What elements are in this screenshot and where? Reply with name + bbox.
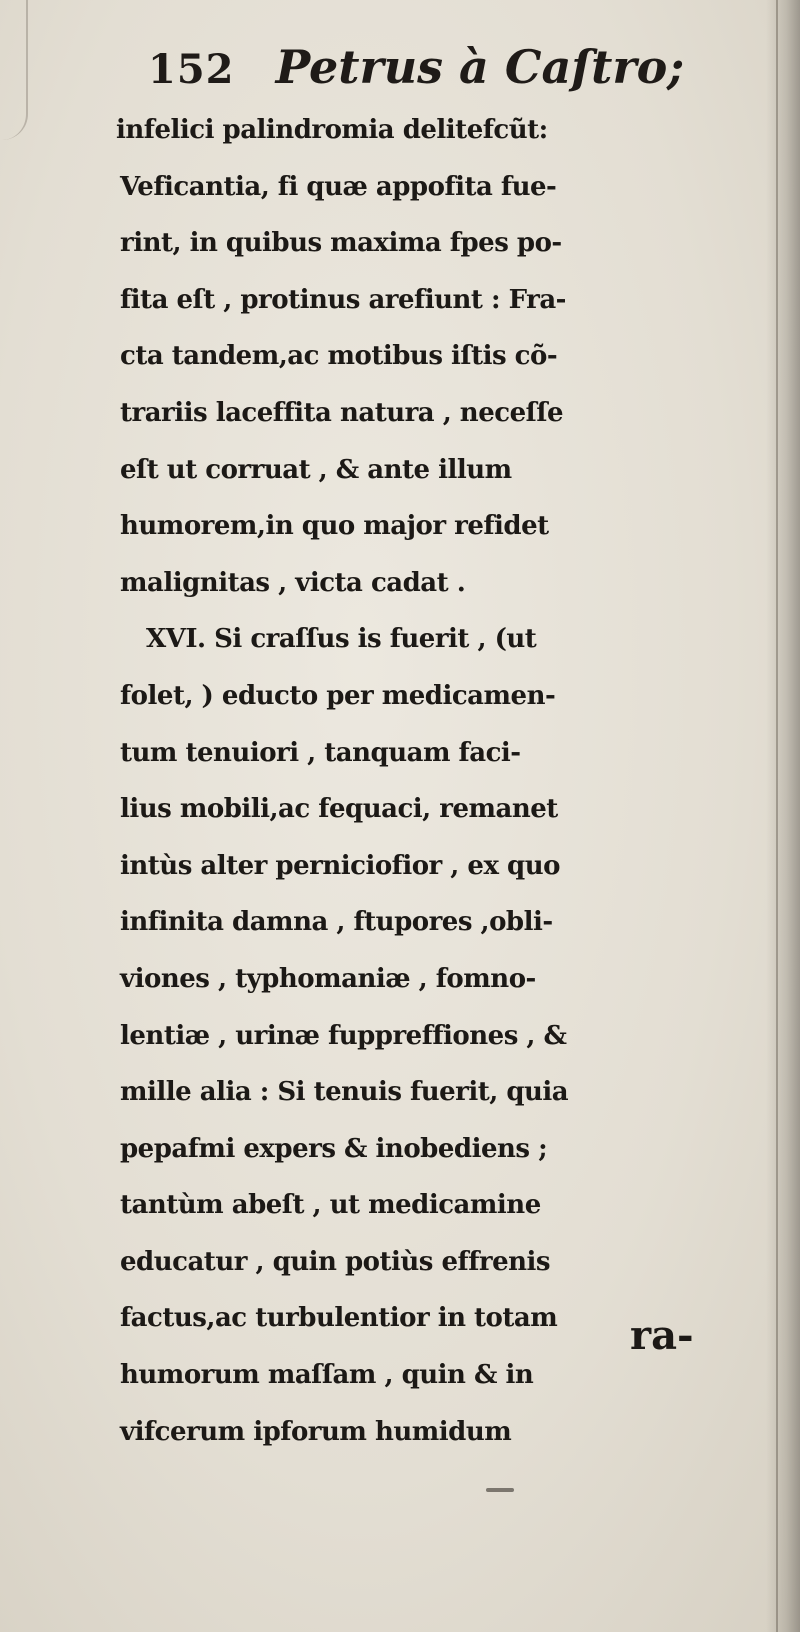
text-line: trariis laceffita natura , neceſſe: [120, 397, 564, 428]
page-number: 152: [148, 46, 235, 93]
text-line: fita eſt , protinus arefiunt : Fra-: [120, 284, 566, 315]
text-line: mille alia : Si tenuis fuerit, quia: [120, 1077, 569, 1108]
running-header: [148, 40, 684, 100]
text-line: folet, ) educto per medicamen-: [120, 680, 556, 711]
text-line: lius mobili,ac fequaci, remanet: [120, 794, 558, 825]
text-line: lentiæ , urinæ fuppreffiones , &: [120, 1020, 567, 1051]
text-line: vifcerum ipforum humidum: [120, 1416, 512, 1447]
text-line: infelici palindromia delitefcũt:: [116, 115, 548, 145]
text-line: humorum maſſam , quin & in: [120, 1360, 534, 1391]
text-line: tantùm abeſt , ut medicamine: [120, 1190, 541, 1221]
text-line: pepafmi expers & inobediens ;: [120, 1133, 548, 1164]
text-line: educatur , quin potiùs effrenis: [120, 1246, 551, 1277]
catchword: ra-: [630, 1312, 694, 1359]
footer-mark: [486, 1488, 514, 1492]
text-line: tum tenuiori , tanquam faci-: [120, 737, 521, 768]
text-line: factus,ac turbulentior in totam: [120, 1303, 558, 1334]
text-line: rint, in quibus maxima fpes po-: [120, 228, 562, 259]
text-line: Veficantia, fi quæ appofita fue-: [120, 171, 557, 202]
text-line: intùs alter perniciofior , ex quo: [120, 850, 560, 881]
text-line: humorem,in quo major refidet: [120, 511, 549, 542]
text-line: infinita damna , ftupores ,obli-: [120, 907, 553, 938]
text-line: malignitas , victa cadat .: [120, 567, 466, 598]
running-title: Petrus à Caſtro;: [275, 40, 685, 94]
text-line: viones , typhomaniæ , fomno-: [120, 963, 536, 994]
body-text: [116, 102, 796, 1460]
text-line: eſt ut corruat , & ante illum: [120, 454, 512, 485]
page-edge-mark: [0, 0, 28, 140]
section-heading-line: XVI. Si craſſus is fuerit , (ut: [146, 624, 537, 655]
text-line: cta tandem,ac motibus iſtis cõ-: [120, 341, 558, 372]
